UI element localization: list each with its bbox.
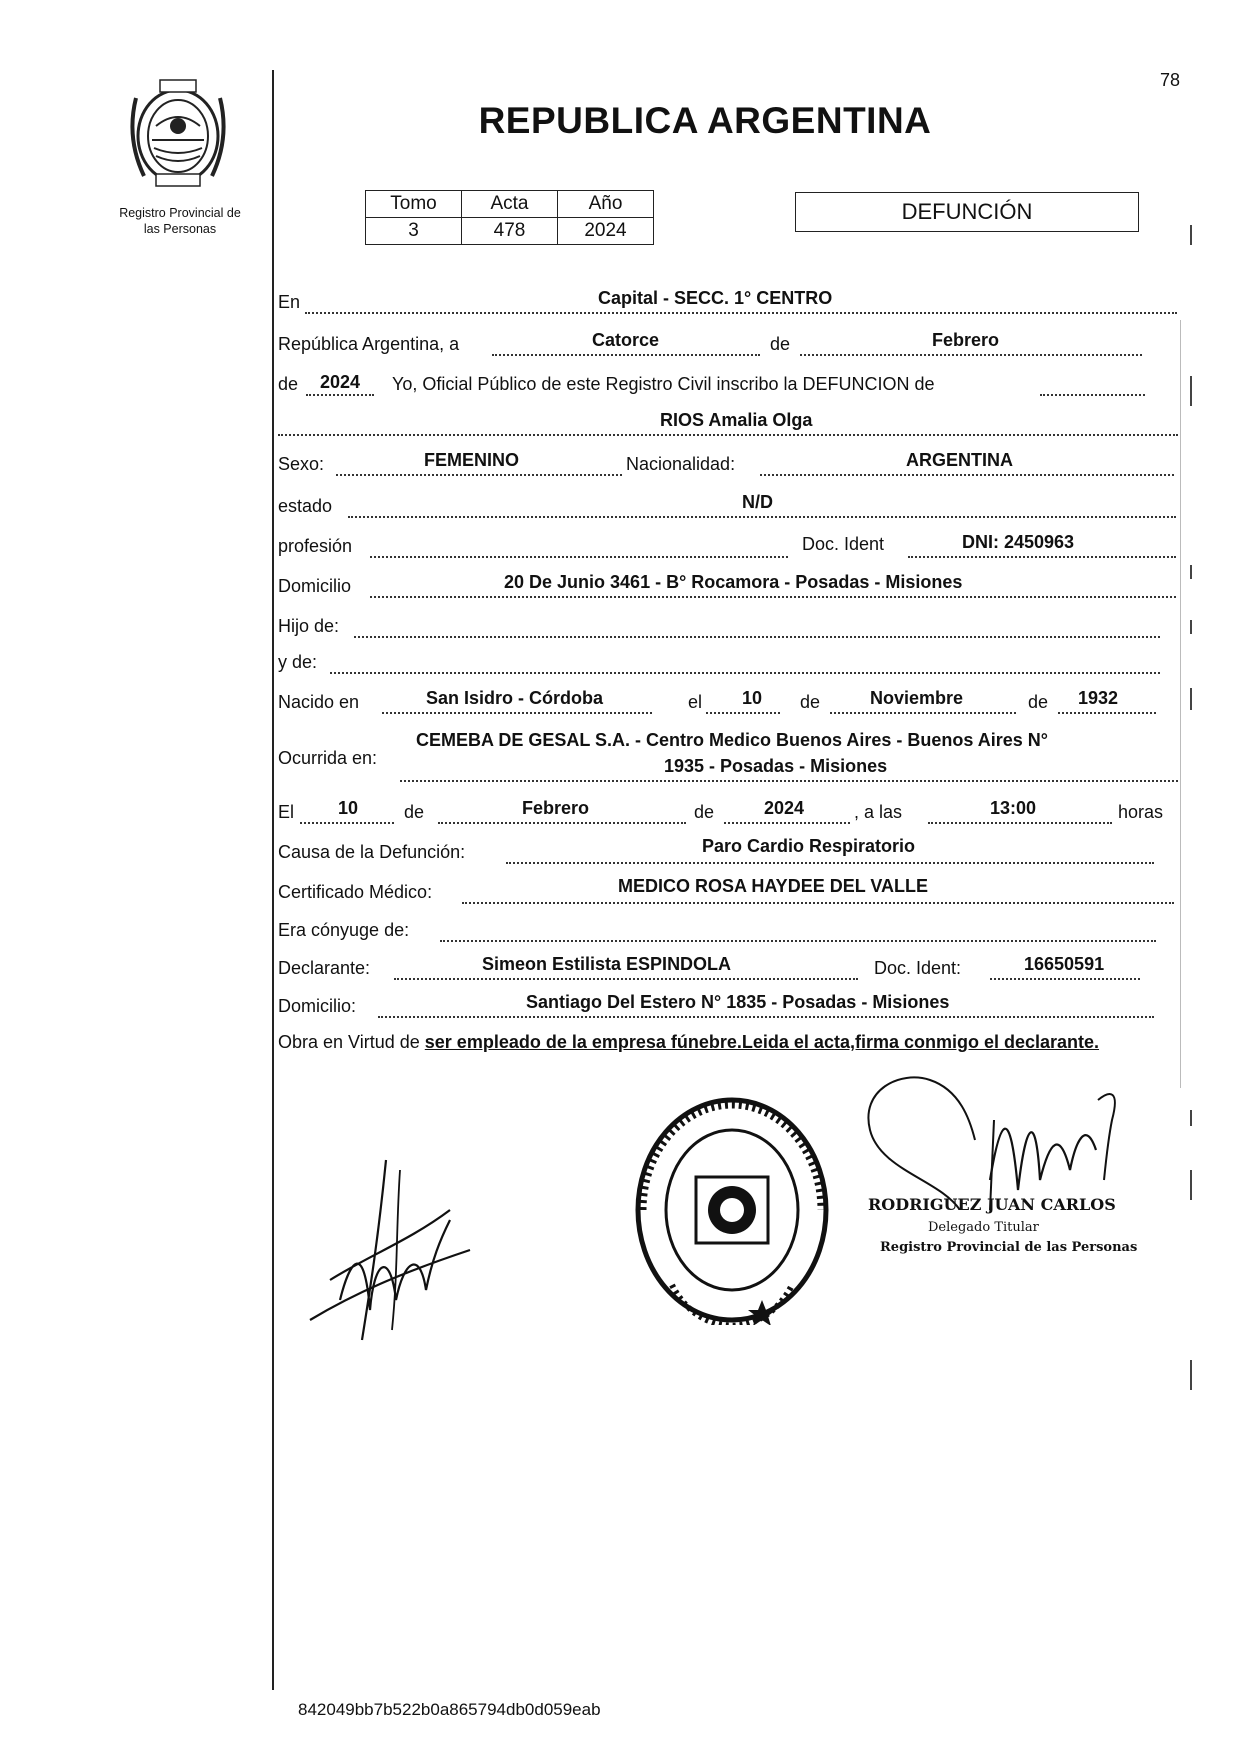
- official-signature: [840, 1060, 1140, 1210]
- death-de-2: de: [694, 802, 715, 822]
- month-line: [800, 354, 1142, 356]
- death-day-line: [300, 822, 394, 824]
- profesion-line: [370, 556, 788, 558]
- birth-year: 1932: [1078, 688, 1119, 708]
- day-line: [492, 354, 760, 356]
- certificado-value: MEDICO ROSA HAYDEE DEL VALLE: [618, 876, 929, 896]
- edge-mark: [1190, 688, 1192, 710]
- reference-table: [365, 190, 654, 245]
- official-role: Delegado Titular: [928, 1220, 1039, 1235]
- causa-line: [506, 862, 1154, 864]
- a-las-label: , a las: [854, 802, 903, 822]
- day-words: Catorce: [592, 330, 660, 350]
- official-stamp: [632, 1095, 832, 1325]
- en-label: En: [278, 292, 301, 312]
- obra-text: ser empleado de la empresa fúnebre.Leida el acta,firma conmigo el declarante.: [424, 1032, 1100, 1052]
- el-label: el: [688, 692, 703, 712]
- en-line: [305, 312, 1177, 314]
- anio-header: Año: [558, 191, 654, 218]
- death-year-line: [724, 822, 850, 824]
- anio-value: 2024: [558, 218, 654, 245]
- year-line: [306, 394, 374, 396]
- month-value: Febrero: [932, 330, 1000, 350]
- record-type-box: DEFUNCIÓN: [795, 192, 1139, 232]
- nacionalidad-label: Nacionalidad:: [626, 454, 736, 474]
- domicilio-label: Domicilio: [278, 576, 352, 596]
- statement-text: Yo, Oficial Público de este Registro Civil inscribo la DEFUNCION de: [392, 374, 935, 394]
- edge-mark: [1190, 1110, 1192, 1126]
- tomo-header: Tomo: [366, 191, 462, 218]
- horas-label: horas: [1118, 802, 1164, 822]
- edge-mark: [1190, 1170, 1192, 1200]
- statement-line: [1040, 394, 1145, 396]
- official-name: RODRIGUEZ JUAN CARLOS: [868, 1195, 1116, 1214]
- year-prefix: de: [278, 374, 299, 394]
- en-value: Capital - SECC. 1° CENTRO: [598, 288, 833, 308]
- causa-label: Causa de la Defunción:: [278, 842, 466, 862]
- declarante-doc-line: [990, 978, 1140, 980]
- birth-day: 10: [742, 688, 763, 708]
- certificado-line: [462, 902, 1174, 904]
- death-year: 2024: [764, 798, 805, 818]
- causa-value: Paro Cardio Respiratorio: [702, 836, 916, 856]
- birth-day-line: [706, 712, 780, 714]
- declarante-doc: 16650591: [1024, 954, 1105, 974]
- declarante-doc-label: Doc. Ident:: [874, 958, 962, 978]
- estado-label: estado: [278, 496, 333, 516]
- edge-mark: [1190, 376, 1192, 406]
- provincial-emblem: [122, 78, 234, 190]
- doc-label: Doc. Ident: [802, 534, 885, 554]
- profesion-label: profesión: [278, 536, 353, 556]
- nacionalidad-value: ARGENTINA: [906, 450, 1013, 470]
- death-day: 10: [338, 798, 359, 818]
- reference-header-row: [366, 191, 654, 218]
- ocurrida-line-2: 1935 - Posadas - Misiones: [664, 756, 888, 776]
- estado-value: N/D: [742, 492, 773, 512]
- de-label-2: de: [800, 692, 821, 712]
- declarant-signature: [300, 1150, 480, 1350]
- death-time: 13:00: [990, 798, 1037, 818]
- de-label-3: de: [1028, 692, 1049, 712]
- birth-month-line: [830, 712, 1016, 714]
- conyuge-label: Era cónyuge de:: [278, 920, 410, 940]
- doc-line: [908, 556, 1176, 558]
- page-title: REPUBLICA ARGENTINA: [478, 100, 932, 141]
- death-de-1: de: [404, 802, 425, 822]
- obra-label: Obra en Virtud de: [278, 1032, 420, 1052]
- sexo-value: FEMENINO: [424, 450, 520, 470]
- republica-label: República Argentina, a: [278, 334, 460, 354]
- doc-value: DNI: 2450963: [962, 532, 1075, 552]
- nacido-lugar: San Isidro - Córdoba: [426, 688, 604, 708]
- edge-mark: [1190, 225, 1192, 245]
- sexo-line: [336, 474, 622, 476]
- acta-value: 478: [462, 218, 558, 245]
- domicilio-line: [370, 596, 1176, 598]
- declarante-label: Declarante:: [278, 958, 371, 978]
- declarante-domicilio: Santiago Del Estero N° 1835 - Posadas - Misiones: [526, 992, 950, 1012]
- acta-header: Acta: [462, 191, 558, 218]
- death-month: Febrero: [522, 798, 590, 818]
- year-value: 2024: [320, 372, 361, 392]
- deceased-name: RIOS Amalia Olga: [660, 410, 813, 430]
- domicilio-value: 20 De Junio 3461 - B° Rocamora - Posadas - Misiones: [504, 572, 963, 592]
- edge-mark: [1190, 620, 1192, 634]
- hijo-label: Hijo de:: [278, 616, 340, 636]
- edge-mark: [1190, 565, 1192, 579]
- sexo-label: Sexo:: [278, 454, 325, 474]
- nacido-line: [382, 712, 652, 714]
- tomo-value: 3: [366, 218, 462, 245]
- estado-line: [348, 516, 1176, 518]
- obra-paragraph: [278, 1028, 1178, 1056]
- ocurrida-line: [400, 780, 1178, 782]
- reference-value-row: [366, 218, 654, 245]
- ocurrida-label: Ocurrida en:: [278, 748, 378, 768]
- death-time-line: [928, 822, 1112, 824]
- y-de-line: [330, 672, 1160, 674]
- official-org: Registro Provincial de las Personas: [880, 1240, 1138, 1255]
- name-line: [278, 434, 1178, 436]
- document-hash: 842049bb7b522b0a865794db0d059eab: [298, 1700, 601, 1719]
- edge-mark: [1190, 1360, 1192, 1390]
- page-number: 78: [1160, 70, 1181, 90]
- de-label: de: [770, 334, 791, 354]
- birth-month: Noviembre: [870, 688, 964, 708]
- registry-caption: Registro Provincial de las Personas: [119, 206, 241, 236]
- certificado-label: Certificado Médico:: [278, 882, 433, 902]
- y-de-label: y de:: [278, 652, 318, 672]
- declarante-domicilio-line: [378, 1016, 1154, 1018]
- declarante-domicilio-label: Domicilio:: [278, 996, 357, 1016]
- ocurrida-line-1: CEMEBA DE GESAL S.A. - Centro Medico Buenos Aires - Buenos Aires N°: [416, 730, 1048, 750]
- declarante-line: [394, 978, 858, 980]
- nacido-label: Nacido en: [278, 692, 360, 712]
- nacionalidad-line: [760, 474, 1174, 476]
- declarante-value: Simeon Estilista ESPINDOLA: [482, 954, 732, 974]
- conyuge-line: [440, 940, 1156, 942]
- death-el-label: El: [278, 802, 295, 822]
- birth-year-line: [1058, 712, 1156, 714]
- hijo-line: [354, 636, 1160, 638]
- death-month-line: [438, 822, 686, 824]
